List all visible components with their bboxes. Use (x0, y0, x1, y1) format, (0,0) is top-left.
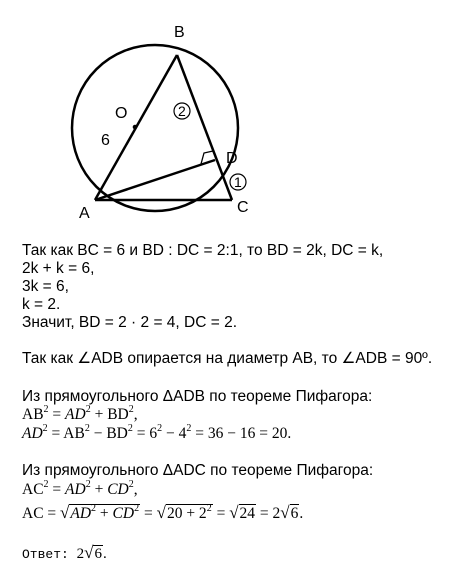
radicand: 6 (94, 546, 102, 562)
label-a: A (79, 205, 90, 222)
label-six: 6 (101, 132, 110, 149)
formula-token: 2 (76, 546, 85, 562)
text-line-1: Так как BC = 6 и BD : DC = 2:1, то BD = 2k, DC = k, (22, 242, 384, 259)
text-line-4: k = 2. (22, 296, 61, 313)
radical-sign: √ (156, 503, 166, 522)
formula-token: , (133, 406, 138, 423)
radicand: 6 (290, 505, 299, 522)
text-line-2: 2k + k = 6, (22, 260, 95, 277)
segment-bc (177, 55, 232, 200)
formula-token: AC = (22, 505, 61, 522)
formula-token: = AB (47, 425, 85, 442)
exponent: 2 (84, 422, 90, 434)
radical-sign: √ (280, 503, 290, 522)
formula-ac-root (22, 504, 303, 523)
formula-token: CD (107, 481, 129, 498)
formula-token: = (48, 481, 66, 498)
exponent: 2 (43, 478, 49, 490)
answer-label: Ответ: (22, 547, 69, 562)
formula-token: CD (112, 505, 135, 522)
formula-token: . (299, 505, 304, 522)
formula-token: − BD (89, 425, 128, 442)
formula-token: AD (65, 406, 86, 423)
formula-ac-squared (22, 478, 138, 499)
label-part-2: 2 (178, 103, 186, 119)
radical-sign: √ (60, 503, 70, 522)
radical-sign: √ (229, 503, 239, 522)
text-line-7: Из прямоугольного ΔADB по теореме Пифагора: (22, 388, 373, 405)
exponent: 2 (85, 403, 91, 415)
answer-line (22, 544, 107, 563)
formula-token: = (212, 505, 230, 522)
exponent: 2 (157, 422, 163, 434)
exponent: 2 (206, 502, 212, 514)
text-line-10: Из прямоугольного ΔADC по теореме Пифагора: (22, 462, 374, 479)
label-c: C (237, 199, 249, 216)
formula-token: = 36 − 16 = 20. (191, 425, 292, 442)
radicand (166, 504, 213, 522)
answer-value (76, 543, 107, 562)
formula-token: . (102, 546, 107, 562)
exponent: 2 (134, 502, 140, 514)
text-line-6: Так как ∠ADB опирается на диаметр AB, то ∠ADB = 90º. (22, 350, 433, 367)
formula-token: AC (22, 481, 44, 498)
formula-token: , (133, 481, 138, 498)
formula-token: AD (70, 505, 92, 522)
center-point (133, 125, 138, 130)
formula-token: + (96, 505, 113, 522)
exponent: 2 (42, 422, 48, 434)
label-o: O (115, 105, 128, 122)
radical-sign: √ (84, 543, 94, 562)
geometry-figure (0, 0, 469, 240)
formula-token: = 6 (132, 425, 158, 442)
radicand: 24 (239, 505, 256, 522)
formula-ad-squared (22, 422, 292, 443)
exponent: 2 (128, 403, 134, 415)
exponent: 2 (85, 478, 91, 490)
text-line-5: Значит, BD = 2 · 2 = 4, DC = 2. (22, 314, 238, 331)
text-line-3: 3k = 6, (22, 278, 69, 295)
exponent: 2 (127, 422, 133, 434)
formula-token: = (140, 505, 157, 522)
exponent: 2 (186, 422, 192, 434)
formula-token: + (90, 481, 108, 498)
formula-token: AB (22, 406, 44, 423)
exponent: 2 (91, 502, 97, 514)
radicand (69, 504, 140, 522)
formula-token: + (90, 406, 108, 423)
formula-ab-squared (22, 403, 138, 424)
formula-token: BD (107, 406, 129, 423)
formula-token: AD (22, 425, 43, 442)
exponent: 2 (43, 403, 49, 415)
formula-token: = 2 (256, 505, 281, 522)
label-d: D (226, 150, 238, 167)
circle (72, 45, 238, 211)
exponent: 2 (128, 478, 134, 490)
formula-token: = (48, 406, 66, 423)
formula-token: AD (65, 481, 86, 498)
label-b: B (174, 24, 185, 41)
label-part-1: 1 (234, 174, 242, 190)
formula-token: − 4 (162, 425, 187, 442)
formula-token: 20 + 2 (166, 505, 207, 522)
